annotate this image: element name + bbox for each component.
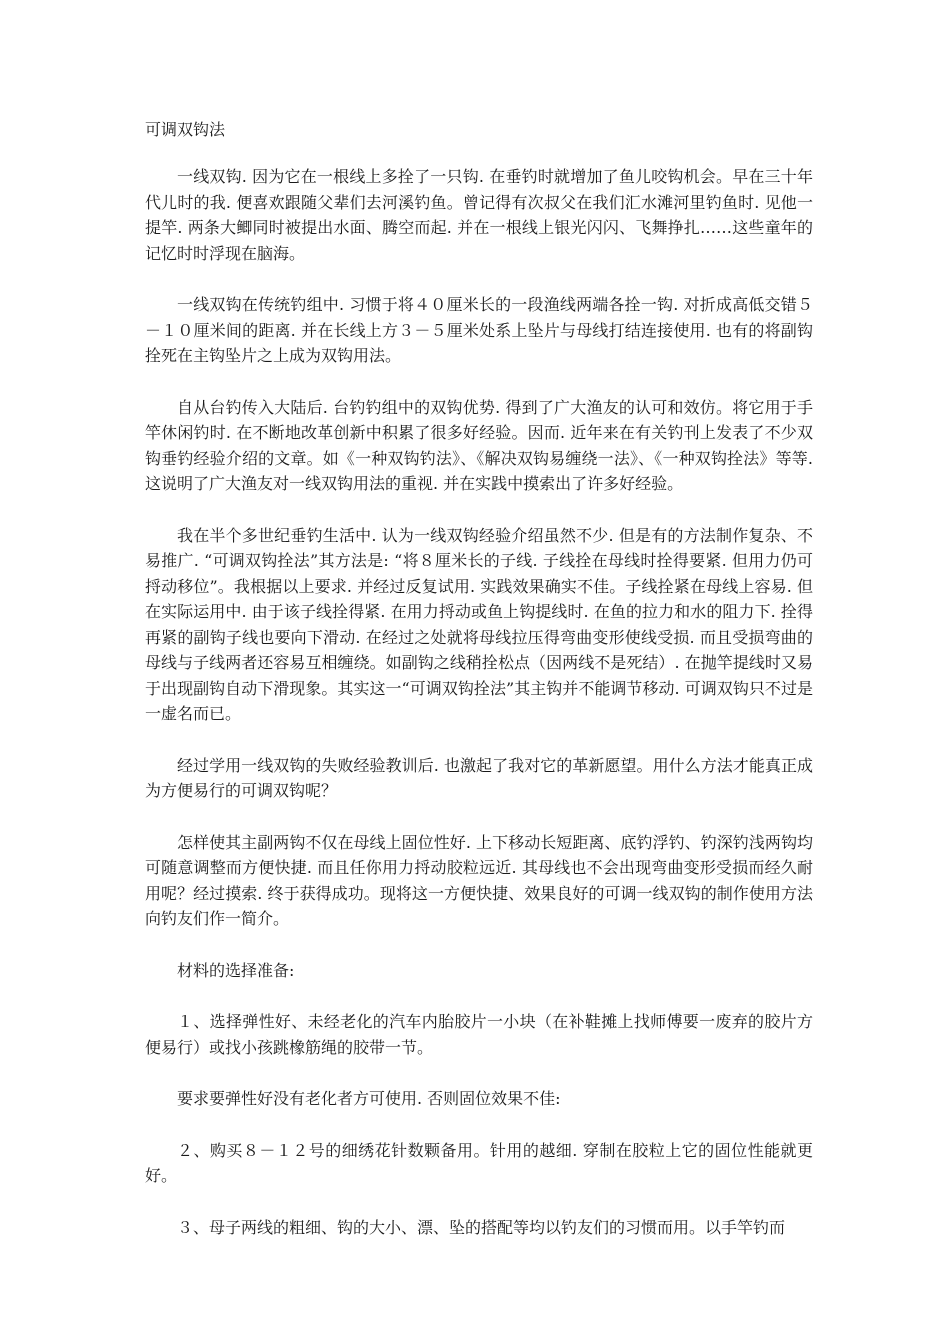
list-item-1: １、选择弹性好、未经老化的汽车内胎胶片一小块（在补鞋摊上找师傅要一废弃的胶片方便易行）或找小孩跳橡筋绳的胶带一节。 xyxy=(145,1012,813,1057)
paragraph-1: 一线双钩. 因为它在一根线上多拴了一只钩. 在垂钓时就增加了鱼儿咬钩机会。早在三十年代儿时的我. 便喜欢跟随父辈们去河溪钓鱼。曾记得有次叔父在我们汇水滩河里钓鱼时. 见他一提竿. 两条大鲫同时被提出水面、腾空而起. 并在一根线上银光闪闪、飞舞挣扎……这些童年的记忆时时浮现在脑海。 xyxy=(145,167,813,263)
paragraph-3: 自从台钓传入大陆后. 台钓钓组中的双钩优势. 得到了广大渔友的认可和效仿。将它用于手竿休闲钓时. 在不断地改革创新中积累了很多好经验。因而. 近年来在有关钓刊上发表了不少双钩垂钓经验介绍的文章。如《一种双钩钓法》、《解决双钩易缠绕一法》、《一种双钩拴法》等等. 这说明了广大渔友对一线双钩用法的重视. 并在实践中摸索出了许多好经验。 xyxy=(145,397,813,493)
list-item-3: ３、母子两线的粗细、钩的大小、漂、坠的搭配等均以钓友们的习惯而用。以手竿钓而 xyxy=(177,1217,786,1237)
paragraph-2: 一线双钩在传统钓组中. 习惯于将４０厘米长的一段渔线两端各拴一钩. 对折成高低交错５－１０厘米间的距离. 并在长线上方３－５厘米处系上坠片与母线打结连接使用. 也有的将副钩拴死在主钩坠片之上成为双钩用法。 xyxy=(145,295,813,365)
section-heading-materials: 材料的选择准备: xyxy=(177,960,295,980)
paragraph-requirement: 要求要弹性好没有老化者方可使用. 否则固位效果不佳: xyxy=(177,1089,561,1108)
paragraph-6: 怎样使其主副两钩不仅在母线上固位性好. 上下移动长短距离、底钓浮钓、钓深钓浅两钩均可随意调整而方便快捷. 而且任你用力捋动胶粒远近. 其母线也不会出现弯曲变形受损而经久耐用呢？经过摸索. 终于获得成功。现将这一方便快捷、效果良好的可调一线双钩的制作使用方法向钓友们作一简介。 xyxy=(145,832,813,928)
document-title: 可调双钩法 xyxy=(145,120,226,139)
paragraph-5: 经过学用一线双钩的失败经验教训后. 也激起了我对它的革新愿望。用什么方法才能真正成为方便易行的可调双钩呢？ xyxy=(145,755,813,800)
list-item-2: ２、购买８－１２号的细绣花针数颗备用。针用的越细. 穿制在胶粒上它的固位性能就更好。 xyxy=(145,1140,813,1185)
document-body xyxy=(145,117,813,1266)
paragraph-4: 我在半个多世纪垂钓生活中. 认为一线双钩经验介绍虽然不少. 但是有的方法制作复杂、不易推广. “可调双钩拴法”其方法是: “将８厘米长的子线. 子线拴在母线时拴得要紧. 但用力仍可捋动移位”。我根据以上要求. 并经过反复试用. 实践效果确实不佳。子线拴紧在母线上容易. 但在实际运用中. 由于该子线拴得紧. 在用力捋动或鱼上钩提线时. 在鱼的拉力和水的阻力下. 拴得再紧的副钩子线也要向下滑动. 在经过之处就将母线拉压得弯曲变形使线受损. 而且受损弯曲的母线与子线两者还容易互相缠绕。如副钩之线稍拴松点（因两线不是死结）. 在抛竿提线时又易于出现副钩自动下滑现象。其实这一“可调双钩拴法”其主钩并不能调节移动. 可调双钩只不过是一虚名而已。 xyxy=(145,525,813,723)
